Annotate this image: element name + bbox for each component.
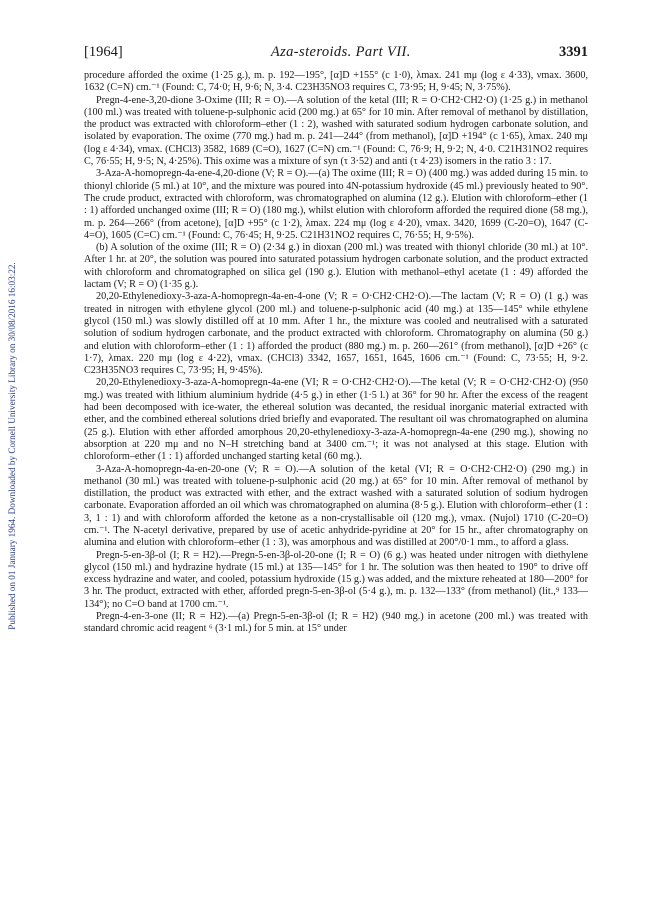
paragraph-pregnene-dione-oxime: Pregn-4-ene-3,20-dione 3-Oxime (III; R = O).—A solution of the ketal (III; R = O·CH2·CH2·O) (1·25 g.) in methanol (100 ml.) was treated with toluene-p-sulphonic acid (200 mg.) at 65° for 10 min. After removal of methanol by distillation, the product was extracted with chloroform–ether (1 : 2), washed with saturated sodium hydrogen carbonate solution, and isolated by evaporation. The oxime (770 mg.) had m. p. 241—244° (from methanol), [α]D +194° (c 1·65), λmax. 240 mμ (log ε 4·34), νmax. (CHCl3) 3582, 1689 (C=O), 1627 (C=N) cm.⁻¹ (Found: C, 76·9; H, 9·2; N, 4·0. C21H31NO2 requires C, 76·55; H, 9·5; N, 4·25%). This oxime was a mixture of syn (τ 3·52) and anti (τ 4·23) isomers in the ratio 3 : 17. [84,94,588,168]
header-title: Aza-steroids. Part VII. [270,44,411,60]
article-body [84,70,588,636]
paragraph-aza-homopregnene-dione-a: 3-Aza-A-homopregn-4a-ene-4,20-dione (V; R = O).—(a) The oxime (III; R = O) (400 mg.) was added during 15 min. to thionyl chloride (5 ml.) at 10°, and the mixture was poured into 4N-potassium hydroxide (45 ml.) previously heated to 90°. The crude product, extracted with chloroform, was chromatographed on alumina (12 g.). Elution with chloroform–ether (1 : 1) afforded unchanged oxime (III; R = O) (180 mg.), whilst elution with chloroform afforded the required dione (58 mg.), m. p. 264—266° (from acetone), [α]D +95° (c 1·2), λmax. 224 mμ (log ε 4·20), νmax. 3420, 1699 (C-20=O), 1647 (C-4=O), 1605 (C=C) cm.⁻¹ (Found: C, 76·45; H, 9·25. C21H31NO2 requires C, 76·55; H, 9·5%). [84,168,588,241]
paragraph-aza-homopregnen-one: 3-Aza-A-homopregn-4a-en-20-one (V; R = O).—A solution of the ketal (VI; R = O·CH2·CH2·O) (290 mg.) in methanol (30 ml.) was treated with toluene-p-sulphonic acid (20 mg.) at 65° for 10 min. After removal of methanol by distillation, the product was extracted with ether, and the extract washed with a saturated solution of sodium hydrogen carbonate. Evaporation afforded an oil which was chromatographed on alumina (8·5 g.). Elution with chloroform–ether (1 : 3, 1 : 1) and with chloroform afforded the ketone as a non-crystallisable oil (120 mg.), νmax. (Nujol) 1710 (C-20=O) cm.⁻¹. The N-acetyl derivative, prepared by use of acetic anhydride-pyridine at 20° for 15 hr., after chromatography on alumina and elution with chloroform–ether (1 : 3), was amorphous and was distilled at 200°/0·1 mm., to afford a glass. [84,463,588,549]
paragraph-ethylenedioxy-lactam: 20,20-Ethylenedioxy-3-aza-A-homopregn-4a-en-4-one (V; R = O·CH2·CH2·O).—The lactam (V; R = O) (1 g.) was treated in nitrogen with ethylene glycol (200 ml.) and toluene-p-sulphonic acid (40 mg.) at 135—145° while ethylene glycol (150 ml.) was slowly distilled off at 10 mm. After 1 hr., the mixture was cooled and neutralised with a saturated solution of sodium hydrogen carbonate, and the product extracted with chloroform. Chromatography on alumina (50 g.) and elution with chloroform–ether (1 : 1) afforded the product (880 mg.) m. p. 260—261° (from methanol), [α]D +26° (c 1·7), λmax. 220 mμ (log ε 4·22), νmax. (CHCl3) 3342, 1657, 1651, 1645, 1606 cm.⁻¹ (Found: C, 73·55; H, 9·2. C23H35NO3 requires C, 73·95; H, 9·45%). [84,291,588,377]
header-year: [1964] [84,44,123,60]
download-notice [4,196,20,696]
paragraph-oxime-procedure: procedure afforded the oxime (1·25 g.), m. p. 192—195°, [α]D +155° (c 1·0), λmax. 241 mμ (log ε 4·33), νmax. 3600, 1632 (C=N) cm.⁻¹ (Found: C, 74·0; H, 9·6; N, 3·4. C23H35NO3 requires C, 73·95; H, 9·45; N, 3·75%). [84,70,588,94]
paragraph-ethylenedioxy-amine: 20,20-Ethylenedioxy-3-aza-A-homopregn-4a-ene (VI; R = O·CH2·CH2·O).—The ketal (V; R = O·CH2·CH2·O) (950 mg.) was treated with lithium aluminium hydride (4·5 g.) in ether (1·5 l.) at 36° for 90 hr. After the excess of the reagent had been decomposed with ice-water, the ethereal solution was decanted, the residual inorganic material extracted with ether, and the combined ethereal solutions dried briefly and evaporated. The resultant oil was chromatographed on alumina (25 g.). Elution with ether afforded amorphous 20,20-ethylenedioxy-3-aza-A-homopregn-4a-ene (290 mg.), showing no absorption at 220 mμ and no N–H stretching band at 3400 cm.⁻¹; it was not analysed at this stage. Elution with chloroform–ether (1 : 1) afforded unchanged starting ketal (60 mg.). [84,377,588,463]
paragraph-pregnenone: Pregn-4-en-3-one (II; R = H2).—(a) Pregn-5-en-3β-ol (I; R = H2) (940 mg.) in acetone (200 ml.) was treated with standard chromic acid reagent ⁶ (3·1 ml.) for 5 min. at 15° under [84,611,588,635]
page-header [84,44,588,64]
header-page-number: 3391 [558,44,588,60]
paragraph-pregnenol: Pregn-5-en-3β-ol (I; R = H2).—Pregn-5-en-3β-ol-20-one (I; R = O) (6 g.) was heated under nitrogen with diethylene glycol (150 ml.) and hydrazine hydrate (15 ml.) at 135—145° for 1 hr. The solution was then heated to 190° to drive off excess hydrazine and water, and cooled, potassium hydroxide (15 g.) was added, and the mixture reheated at 180—200° for 3 hr. The product, extracted with ether, afforded pregn-5-en-3β-ol (5·4 g.), m. p. 132—133° (from methanol) (lit.,⁹ 133—134°); no C=O band at 1700 cm.⁻¹. [84,549,588,610]
download-notice-text: Published on 01 January 1964. Downloaded by Cornell University Library on 30/08/2016 16:03:22. [7,262,17,630]
paragraph-aza-homopregnene-dione-b: (b) A solution of the oxime (III; R = O) (2·34 g.) in dioxan (200 ml.) was treated with thionyl chloride (30 ml.) at 10°. After 1 hr. at 20°, the solution was poured into saturated potassium hydrogen carbonate solution, and the product extracted with chloroform and chromatographed on silica gel (190 g.). Elution with methanol–ethyl acetate (1 : 49) afforded the lactam (V; R = O) (1·35 g.). [84,242,588,291]
